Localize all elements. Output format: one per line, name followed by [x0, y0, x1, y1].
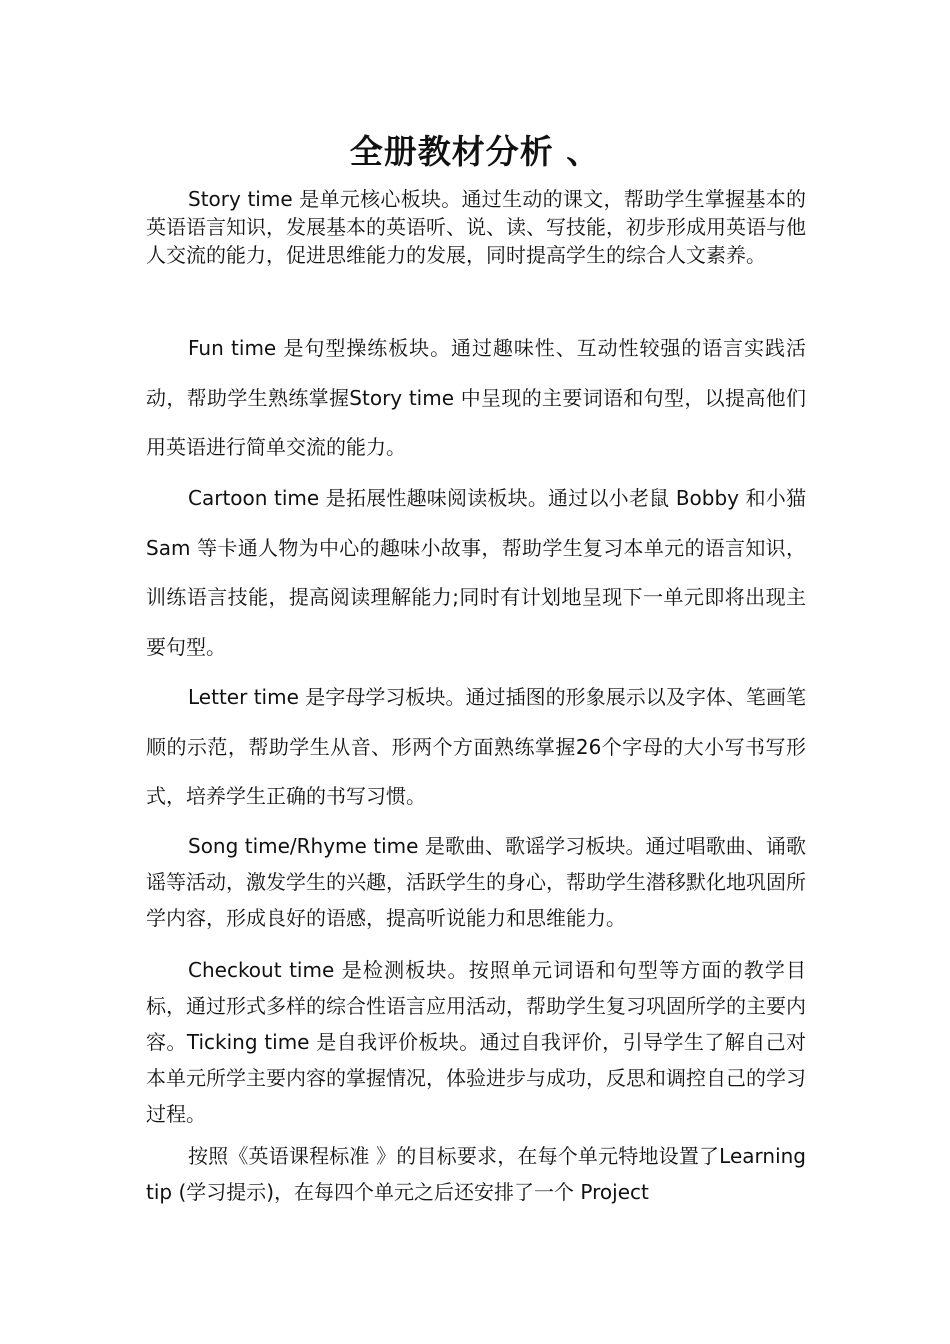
paragraph-fun-time: Fun time 是句型操练板块。通过趣味性、互动性较强的语言实践活动，帮助学生熟练掌握Story time 中呈现的主要词语和句型，以提高他们用英语进行简单交流的能力。: [146, 336, 806, 459]
paragraph-cartoon-time: Cartoon time 是拓展性趣味阅读板块。通过以小老鼠 Bobby 和小猫Sam 等卡通人物为中心的趣味小故事，帮助学生复习本单元的语言知识，训练语言技能，提高阅读理解能力;同时有计划地呈现下一单元即将出现主要句型。: [146, 486, 806, 659]
paragraph-letter-time: Letter time 是字母学习板块。通过插图的形象展示以及字体、笔画笔顺的示范，帮助学生从音、形两个方面熟练掌握26个字母的大小写书写形式，培养学生正确的书写习惯。: [146, 685, 806, 808]
paragraph-checkout-time: Checkout time 是检测板块。按照单元词语和句型等方面的教学目标，通过形式多样的综合性语言应用活动，帮助学生复习巩固所学的主要内容。Ticking time 是自我评价板块。通过自我评价，引导学生了解自己对本单元所学主要内容的掌握情况，体验进步与成功，反思和调控自己的学习过程。: [146, 958, 806, 1126]
document-title: 全册教材分析 、: [349, 132, 601, 171]
paragraph-learning-tip: 按照《英语课程标准 》的目标要求，在每个单元特地设置了Learning tip (学习提示)，在每四个单元之后还安排了一个 Project: [146, 1144, 806, 1204]
paragraph-story-time: Story time 是单元核心板块。通过生动的课文，帮助学生掌握基本的英语语言知识，发展基本的英语听、说、读、写技能，初步形成用英语与他人交流的能力，促进思维能力的发展，同时提高学生的综合人文素养。: [146, 187, 806, 267]
paragraph-song-time: Song time/Rhyme time 是歌曲、歌谣学习板块。通过唱歌曲、诵歌谣等活动，激发学生的兴趣，活跃学生的身心，帮助学生潜移默化地巩固所学内容，形成良好的语感，提高听说能力和思维能力。: [146, 834, 806, 930]
